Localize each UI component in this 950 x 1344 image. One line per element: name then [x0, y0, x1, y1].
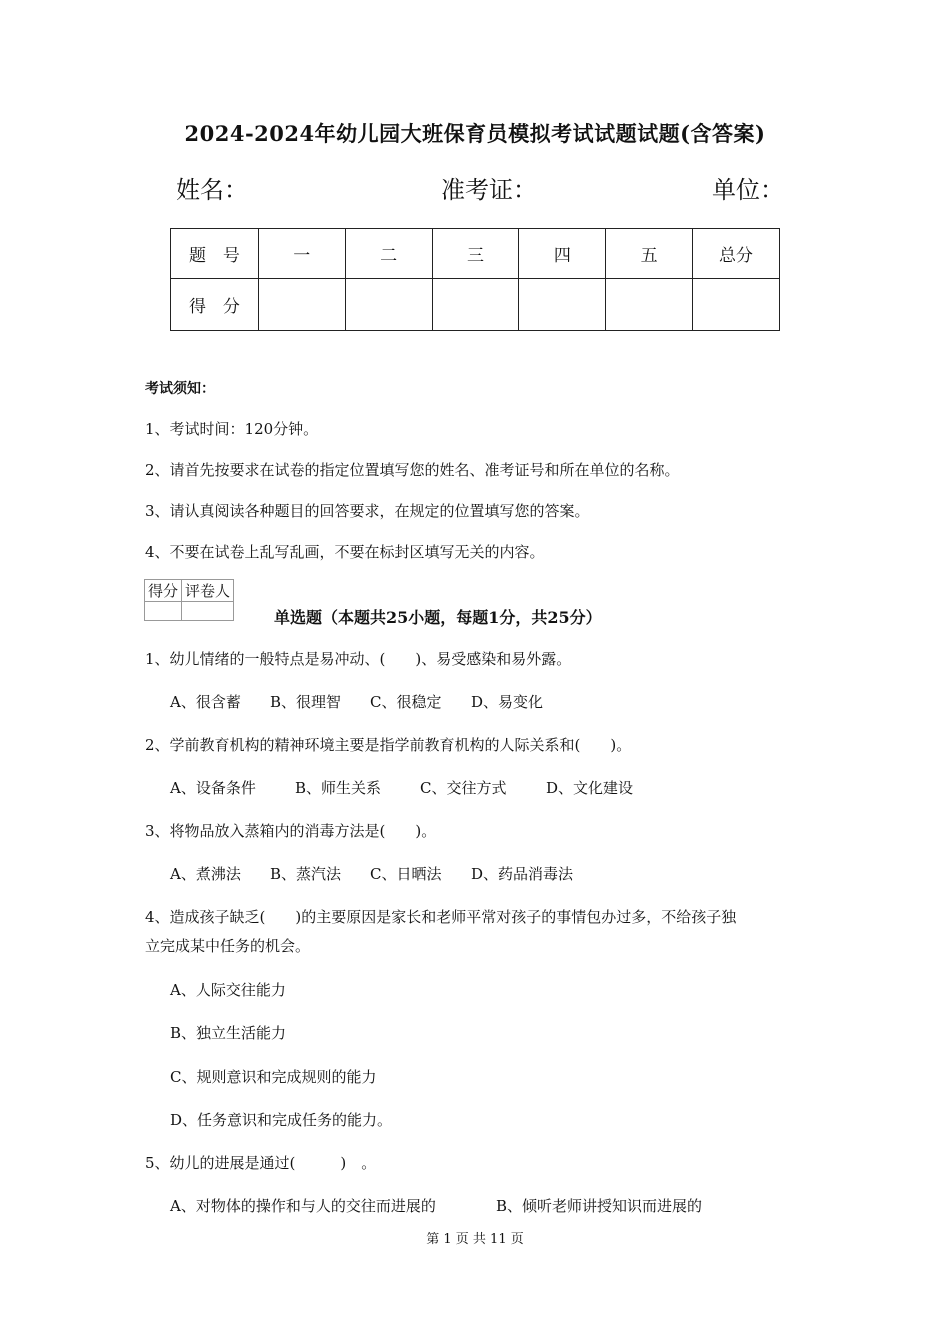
score-cell[interactable] [519, 279, 606, 331]
grader-score-cell[interactable] [145, 602, 182, 621]
score-table-header-cell: 题 号 [171, 229, 259, 279]
grader-score-label: 得分 [145, 580, 182, 602]
page-footer: 第 1 页 共 11 页 [426, 1232, 524, 1247]
question-option: B、倾听老师讲授知识而进展的 [496, 1197, 703, 1215]
question-stem: 2、学前教育机构的精神环境主要是指学前教育机构的人际关系和( )。 [145, 736, 632, 754]
score-table-header-cell: 总分 [693, 229, 780, 279]
question-option: B、师生关系 [295, 779, 382, 797]
grader-name-label: 评卷人 [182, 580, 234, 602]
score-table-header-row [171, 229, 780, 279]
notice-item: 3、请认真阅读各种题目的回答要求，在规定的位置填写您的答案。 [145, 502, 590, 520]
score-row-label: 得 分 [171, 279, 259, 331]
question-option: A、煮沸法 [170, 865, 241, 883]
notice-item: 1、考试时间：120分钟。 [145, 420, 319, 438]
score-table-header-cell: 一 [258, 229, 345, 279]
question-stem: 1、幼儿情绪的一般特点是易冲动、( )、易受感染和易外露。 [145, 650, 572, 668]
section-title: 单选题（本题共25小题，每题1分，共25分） [274, 608, 602, 627]
question-option: D、任务意识和完成任务的能力。 [170, 1111, 393, 1129]
question-option: A、很含蓄 [170, 693, 241, 711]
question-option: C、很稳定 [370, 693, 442, 711]
score-table-header-cell: 三 [432, 229, 519, 279]
page-title: 2024-2024年幼儿园大班保育员模拟考试试题试题(含答案) [184, 121, 766, 146]
score-table-header-cell: 二 [345, 229, 432, 279]
score-cell[interactable] [432, 279, 519, 331]
notice-item: 4、不要在试卷上乱写乱画，不要在标封区填写无关的内容。 [145, 543, 545, 561]
question-option: A、对物体的操作和与人的交往而进展的 [170, 1197, 436, 1215]
question-option: A、人际交往能力 [170, 981, 286, 999]
question-stem: 5、幼儿的进展是通过( ) 。 [145, 1154, 377, 1172]
grader-name-cell[interactable] [182, 602, 234, 621]
question-option: B、蒸汽法 [270, 865, 342, 883]
score-table-header-cell: 四 [519, 229, 606, 279]
name-field-label: 姓名： [176, 176, 248, 204]
score-table [170, 228, 780, 331]
score-table-header-cell: 五 [606, 229, 693, 279]
score-cell[interactable] [693, 279, 780, 331]
question-option: A、设备条件 [170, 779, 256, 797]
question-option: B、很理智 [270, 693, 342, 711]
question-stem: 3、将物品放入蒸箱内的消毒方法是( )。 [145, 822, 437, 840]
question-option: D、易变化 [471, 693, 544, 711]
question-stem: 4、造成孩子缺乏( )的主要原因是家长和老师平常对孩子的事情包办过多，不给孩子独 [145, 908, 737, 926]
question-option: D、药品消毒法 [471, 865, 574, 883]
grader-box [144, 579, 234, 621]
score-cell[interactable] [345, 279, 432, 331]
question-stem-continued: 立完成某中任务的机会。 [145, 937, 311, 955]
exam-number-field-label: 准考证： [441, 176, 537, 204]
notice-title: 考试须知： [145, 381, 215, 397]
unit-field-label: 单位： [712, 176, 784, 204]
score-cell[interactable] [606, 279, 693, 331]
notice-item: 2、请首先按要求在试卷的指定位置填写您的姓名、准考证号和所在单位的名称。 [145, 461, 680, 479]
question-option: D、文化建设 [546, 779, 634, 797]
question-option: C、交往方式 [420, 779, 507, 797]
question-option: C、规则意识和完成规则的能力 [170, 1068, 377, 1086]
score-table-score-row [171, 279, 780, 331]
question-option: B、独立生活能力 [170, 1024, 287, 1042]
score-cell[interactable] [258, 279, 345, 331]
question-option: C、日晒法 [370, 865, 442, 883]
